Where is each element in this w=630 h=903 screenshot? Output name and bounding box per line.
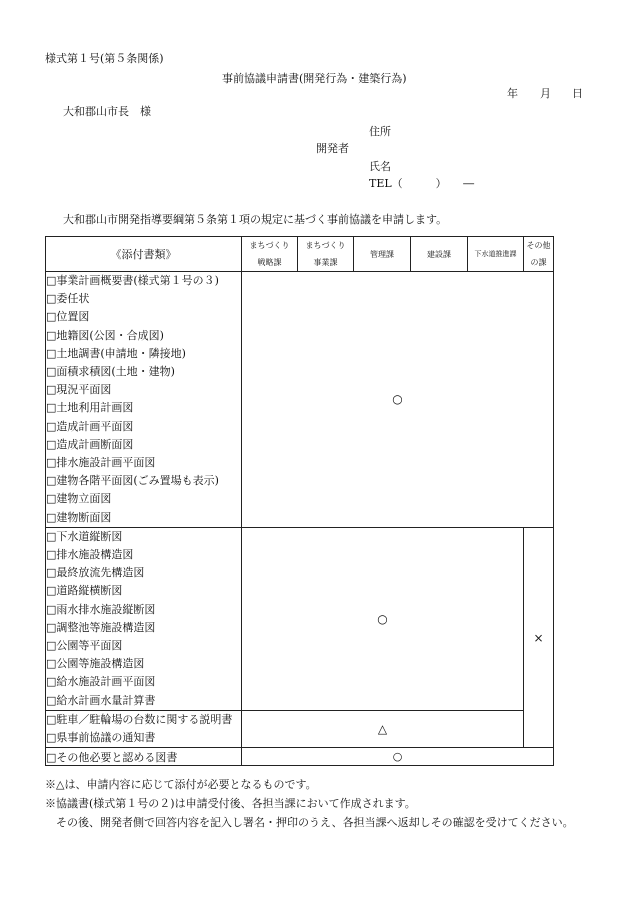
attachment-item: □地籍図(公図・合成図) [46, 328, 164, 342]
attachments-table [45, 236, 554, 766]
group1-row [46, 272, 554, 528]
attachment-item: □最終放流先構造図 [46, 566, 145, 580]
group3-row [46, 710, 554, 747]
address-label: 住所 [369, 125, 391, 138]
attachment-item: □事業計画概要書(様式第１号の３) [46, 274, 219, 287]
attachment-item: □造成計画断面図 [46, 437, 134, 451]
attachment-item: □駐車／駐輪場の台数に関する説明書 [46, 712, 233, 726]
header-senryaku-line2: 戦略課 [257, 258, 282, 267]
header-kensetsu: 建設課 [411, 237, 468, 272]
group4-row [46, 748, 554, 766]
date-month-label: 月 [540, 87, 551, 100]
attachment-item: □委任状 [46, 292, 90, 306]
addressee: 大和郡山市長 様 [63, 105, 151, 118]
attachment-item: □県事前協議の通知書 [46, 731, 156, 745]
developer-label: 開発者 [316, 142, 349, 155]
header-senryaku [242, 237, 298, 272]
attachment-item: □土地利用計画図 [46, 401, 134, 415]
attachment-item: □調整池等施設構造図 [46, 620, 156, 634]
tel-label: TEL（ ） ― [369, 177, 475, 190]
attachment-item: □下水道縦断図 [46, 529, 123, 543]
header-kanri: 管理課 [354, 237, 411, 272]
attachment-item: □排水施設計画平面図 [46, 456, 156, 470]
attachment-item: □建物立面図 [46, 492, 112, 506]
group1-mark: ○ [242, 272, 554, 528]
other-dept-mark: × [524, 527, 554, 747]
attachment-item: □排水施設構造図 [46, 548, 134, 562]
attachment-item: □位置図 [46, 310, 90, 324]
header-senryaku-line1: まちづくり [249, 241, 290, 250]
header-gesui: 下水道推進課 [468, 237, 524, 272]
attachment-item: □造成計画平面図 [46, 419, 134, 433]
header-jigyo-line2: 事業課 [313, 258, 338, 267]
attachment-item: □雨水排水施設縦断図 [46, 602, 156, 616]
name-label: 氏名 [369, 160, 391, 173]
header-attachments: 《添付書類》 [46, 237, 242, 272]
group3-list [46, 710, 242, 747]
attachment-item: □現況平面図 [46, 383, 112, 397]
group4-item: □その他必要と認める図書 [46, 748, 242, 766]
header-jigyo-line1: まちづくり [305, 241, 346, 250]
header-jigyo [298, 237, 354, 272]
attachment-item: □土地調書(申請地・隣接地) [46, 346, 186, 360]
group4-mark: ○ [242, 748, 554, 766]
attachment-item: □道路縦横断図 [46, 584, 123, 598]
attachment-item: □建物各階平面図(ごみ置場も表示) [46, 474, 219, 488]
attachment-item: □公園等施設構造図 [46, 657, 145, 671]
note-2: ※協議書(様式第１号の２)は申請受付後、各担当課において作成されます。 [45, 797, 416, 810]
document-title: 事前協議申請書(開発行為・建築行為) [222, 72, 407, 85]
form-number: 様式第１号(第５条関係) [45, 52, 164, 65]
intro-statement: 大和郡山市開発指導要綱第５条第１項の規定に基づく事前協議を申請します。 [63, 213, 448, 226]
attachment-item: □公園等平面図 [46, 639, 123, 653]
note-1: ※△は、申請内容に応じて添付が必要となるものです。 [45, 778, 317, 791]
group2-mark: ○ [242, 527, 524, 710]
group2-row [46, 527, 554, 710]
attachment-item: □建物断面図 [46, 510, 112, 524]
attachment-item: □給水計画水量計算書 [46, 693, 156, 707]
attachment-item: □面積求積図(土地・建物) [46, 365, 175, 379]
note-3: その後、開発者側で回答内容を記入し署名・押印のうえ、各担当課へ返却しその確認を受けてください。 [45, 816, 574, 829]
table-header-row [46, 237, 554, 272]
date-year-label: 年 [507, 87, 518, 100]
group3-mark: △ [242, 710, 524, 747]
header-other: その他の課 [524, 237, 554, 272]
group2-list [46, 527, 242, 710]
attachment-item: □給水施設計画平面図 [46, 675, 156, 689]
date-day-label: 日 [572, 87, 583, 100]
group1-list [46, 272, 242, 528]
